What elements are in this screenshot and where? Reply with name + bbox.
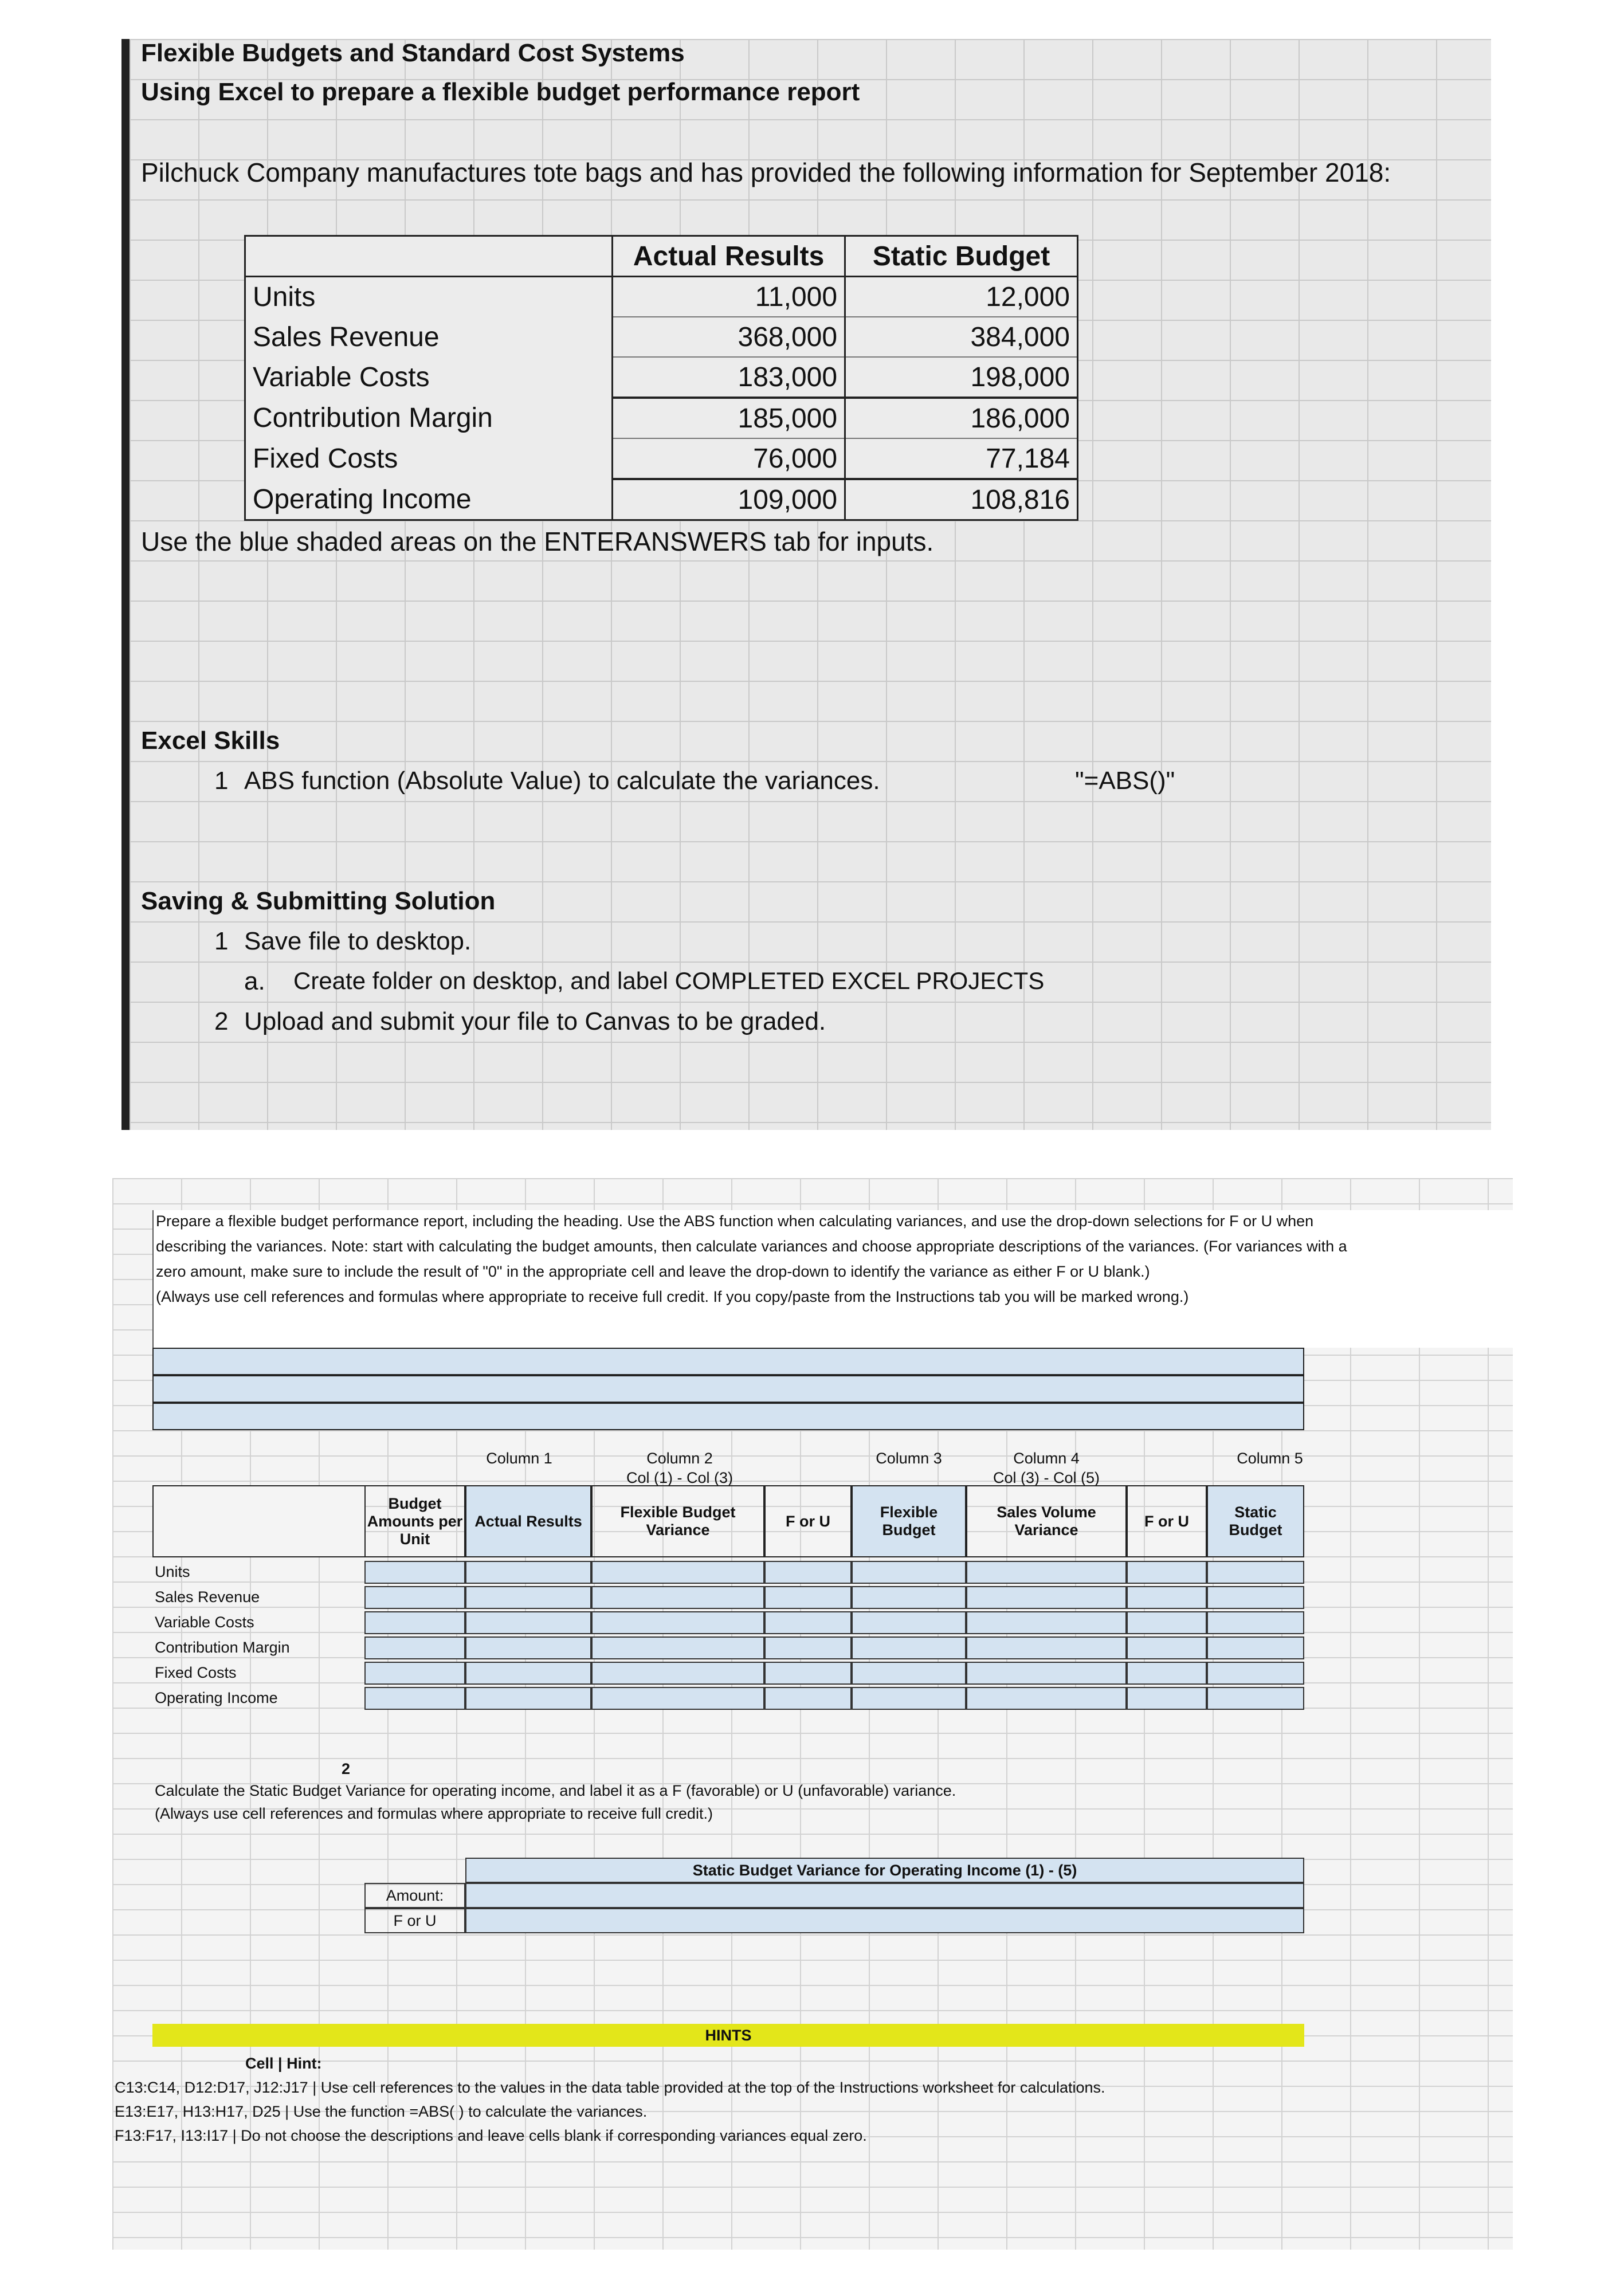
f-or-u-label: F or U xyxy=(364,1908,465,1933)
sheet-title: Flexible Budgets and Standard Cost Systems xyxy=(141,39,685,67)
enteranswers-sheet xyxy=(112,1178,1513,2250)
step1a-text: Create folder on desktop, and label COMPLETED EXCEL PROJECTS xyxy=(293,967,1045,994)
static-value[interactable]: 108,816 xyxy=(845,479,1078,520)
saving-heading: Saving & Submitting Solution xyxy=(141,887,496,915)
budget-per-unit-cell[interactable] xyxy=(364,1662,465,1685)
budget-per-unit-cell[interactable] xyxy=(364,1561,465,1584)
prompt-box xyxy=(152,1210,1513,1348)
column-2-label: Column 2 xyxy=(646,1450,713,1467)
instructions-sheet xyxy=(121,39,1491,1130)
f-or-u-cell[interactable] xyxy=(764,1586,852,1609)
actual-value[interactable]: 183,000 xyxy=(613,357,845,398)
row-label: Variable Costs xyxy=(245,357,613,398)
flexible-budget-cell[interactable] xyxy=(852,1636,966,1659)
sales-volume-variance-cell[interactable] xyxy=(966,1662,1127,1685)
column-5-label: Column 5 xyxy=(1237,1450,1303,1467)
hint-line: F13:F17, I13:I17 | Do not choose the descriptions and leave cells blank if corresponding variances equal zero. xyxy=(115,2127,867,2144)
flex-variance-header: Flexible Budget Variance xyxy=(591,1485,764,1557)
row-label: Variable Costs xyxy=(155,1614,254,1631)
column-4-label: Column 4 xyxy=(1013,1450,1080,1467)
row-label: Units xyxy=(155,1563,190,1580)
sales-volume-variance-cell[interactable] xyxy=(966,1636,1127,1659)
step2-number: 2 xyxy=(214,1007,229,1035)
prompt-line: Prepare a flexible budget performance report, including the heading. Use the ABS function when calculating variances, and use the drop-down selections for F or U when xyxy=(156,1212,1314,1230)
budget-per-unit-cell[interactable] xyxy=(364,1636,465,1659)
step2-text: Upload and submit your file to Canvas to be graded. xyxy=(244,1007,826,1035)
actual-results-cell[interactable] xyxy=(465,1687,591,1710)
static-budget-cell[interactable] xyxy=(1207,1636,1304,1659)
data-table xyxy=(244,235,1078,521)
budget-per-unit-cell[interactable] xyxy=(364,1586,465,1609)
flexible-budget-header[interactable]: Flexible Budget xyxy=(852,1485,966,1557)
intro-text: Pilchuck Company manufactures tote bags and has provided the following information for September 2018: xyxy=(141,158,1391,187)
actual-results-cell[interactable] xyxy=(465,1636,591,1659)
budget-per-unit-cell[interactable] xyxy=(364,1611,465,1634)
f-or-u-cell[interactable] xyxy=(764,1662,852,1685)
blank-header xyxy=(152,1485,364,1557)
flexible-budget-cell[interactable] xyxy=(852,1687,966,1710)
row-label: Operating Income xyxy=(155,1689,278,1706)
col-static-header: Static Budget xyxy=(845,236,1078,277)
column-1-label: Column 1 xyxy=(486,1450,552,1467)
sales-volume-variance-cell[interactable] xyxy=(966,1561,1127,1584)
static-budget-cell[interactable] xyxy=(1207,1687,1304,1710)
flex-variance-cell[interactable] xyxy=(591,1687,764,1710)
static-value[interactable]: 384,000 xyxy=(845,317,1078,357)
flexible-budget-cell[interactable] xyxy=(852,1586,966,1609)
f-or-u-cell[interactable] xyxy=(764,1561,852,1584)
static-variance-title[interactable]: Static Budget Variance for Operating Income (1) - (5) xyxy=(465,1858,1304,1883)
static-budget-cell[interactable] xyxy=(1207,1611,1304,1634)
row-label: Units xyxy=(245,277,613,317)
amount-label: Amount: xyxy=(364,1883,465,1908)
hint-header: Cell | Hint: xyxy=(245,2055,322,2072)
part2-line2: (Always use cell references and formulas where appropriate to receive full credit.) xyxy=(155,1805,713,1822)
static-budget-cell[interactable] xyxy=(1207,1586,1304,1609)
skill-text: ABS function (Absolute Value) to calculate the variances. xyxy=(244,767,880,795)
hint-line: E13:E17, H13:H17, D25 | Use the function =ABS( ) to calculate the variances. xyxy=(115,2103,648,2120)
f-or-u-cell[interactable] xyxy=(1127,1687,1207,1710)
col-actual-header: Actual Results xyxy=(613,236,845,277)
flexible-budget-cell[interactable] xyxy=(852,1662,966,1685)
flex-variance-cell[interactable] xyxy=(591,1586,764,1609)
row-label: Sales Revenue xyxy=(155,1588,260,1606)
skill-formula[interactable]: "=ABS()" xyxy=(1075,767,1175,795)
flexible-budget-cell[interactable] xyxy=(852,1611,966,1634)
hints-bar: HINTS xyxy=(152,2024,1304,2047)
excel-skills-heading: Excel Skills xyxy=(141,727,280,755)
actual-value[interactable]: 368,000 xyxy=(613,317,845,357)
budget-per-unit-header: Budget Amounts per Unit xyxy=(364,1485,465,1557)
step1-number: 1 xyxy=(214,927,229,955)
f-or-u-cell[interactable] xyxy=(1127,1662,1207,1685)
sales-volume-variance-cell[interactable] xyxy=(966,1586,1127,1609)
actual-value[interactable]: 11,000 xyxy=(613,277,845,317)
static-value[interactable]: 198,000 xyxy=(845,357,1078,398)
column-3-label: Column 3 xyxy=(876,1450,942,1467)
f-or-u-cell[interactable] xyxy=(1127,1611,1207,1634)
prompt-line: zero amount, make sure to include the result of "0" in the appropriate cell and leave the drop-down to identify the variance as either F or U blank.) xyxy=(156,1263,1150,1280)
skill-number: 1 xyxy=(214,767,229,795)
budget-per-unit-cell[interactable] xyxy=(364,1687,465,1710)
f-or-u-cell[interactable] xyxy=(764,1687,852,1710)
f-or-u-cell[interactable] xyxy=(764,1636,852,1659)
actual-results-cell[interactable] xyxy=(465,1611,591,1634)
f-or-u-cell[interactable] xyxy=(764,1611,852,1634)
column-4-sub: Col (3) - Col (5) xyxy=(993,1469,1100,1486)
step1a-letter: a. xyxy=(244,967,265,995)
flex-variance-cell[interactable] xyxy=(591,1611,764,1634)
row-label: Sales Revenue xyxy=(245,317,613,357)
static-value[interactable]: 77,184 xyxy=(845,438,1078,479)
amount-input[interactable] xyxy=(465,1883,1304,1908)
sales-volume-variance-cell[interactable] xyxy=(966,1611,1127,1634)
prompt-line: describing the variances. Note: start with calculating the budget amounts, then calculate variances and choose appropriate descriptions of the variances. (For variances with a xyxy=(156,1238,1347,1255)
row-label: Fixed Costs xyxy=(245,438,613,479)
heading-input-3[interactable] xyxy=(152,1403,1304,1430)
f-or-u-dropdown[interactable] xyxy=(465,1908,1304,1933)
static-budget-cell[interactable] xyxy=(1207,1662,1304,1685)
step1-text: Save file to desktop. xyxy=(244,927,472,955)
actual-results-header[interactable]: Actual Results xyxy=(465,1485,591,1557)
row-label: Operating Income xyxy=(245,479,613,520)
actual-results-cell[interactable] xyxy=(465,1586,591,1609)
flex-variance-cell[interactable] xyxy=(591,1662,764,1685)
sales-volume-variance-cell[interactable] xyxy=(966,1687,1127,1710)
row-label: Fixed Costs xyxy=(155,1664,237,1681)
actual-results-cell[interactable] xyxy=(465,1662,591,1685)
static-value[interactable]: 12,000 xyxy=(845,277,1078,317)
static-value[interactable]: 186,000 xyxy=(845,398,1078,438)
sheet-subtitle: Using Excel to prepare a flexible budget performance report xyxy=(141,78,860,106)
static-budget-header[interactable]: Static Budget xyxy=(1207,1485,1304,1557)
actual-value[interactable]: 76,000 xyxy=(613,438,845,479)
sales-volume-variance-header: Sales Volume Variance xyxy=(966,1485,1127,1557)
prompt-line: (Always use cell references and formulas where appropriate to receive full credit. If you copy/paste from the Instructions tab you will be marked wrong.) xyxy=(156,1288,1189,1305)
static-budget-cell[interactable] xyxy=(1207,1561,1304,1584)
actual-results-cell[interactable] xyxy=(465,1561,591,1584)
row-label: Contribution Margin xyxy=(245,398,613,438)
flex-variance-cell[interactable] xyxy=(591,1636,764,1659)
actual-value[interactable]: 109,000 xyxy=(613,479,845,520)
column-2-sub: Col (1) - Col (3) xyxy=(626,1469,733,1486)
flexible-budget-cell[interactable] xyxy=(852,1561,966,1584)
heading-input-1[interactable] xyxy=(152,1348,1304,1375)
f-or-u-cell[interactable] xyxy=(1127,1586,1207,1609)
f-or-u-header-2: F or U xyxy=(1127,1485,1207,1557)
inputs-note: Use the blue shaded areas on the ENTERANSWERS tab for inputs. xyxy=(141,527,934,556)
f-or-u-cell[interactable] xyxy=(1127,1636,1207,1659)
part2-number: 2 xyxy=(342,1760,351,1777)
actual-value[interactable]: 185,000 xyxy=(613,398,845,438)
row-label: Contribution Margin xyxy=(155,1639,290,1656)
part2-line1: Calculate the Static Budget Variance for operating income, and label it as a F (favorable) or U (unfavorable) variance. xyxy=(155,1782,956,1799)
hint-line: C13:C14, D12:D17, J12:J17 | Use cell references to the values in the data table provided at the top of the Instructions worksheet for calculations. xyxy=(115,2079,1105,2096)
f-or-u-header-1: F or U xyxy=(764,1485,852,1557)
f-or-u-cell[interactable] xyxy=(1127,1561,1207,1584)
heading-input-2[interactable] xyxy=(152,1375,1304,1403)
flex-variance-cell[interactable] xyxy=(591,1561,764,1584)
